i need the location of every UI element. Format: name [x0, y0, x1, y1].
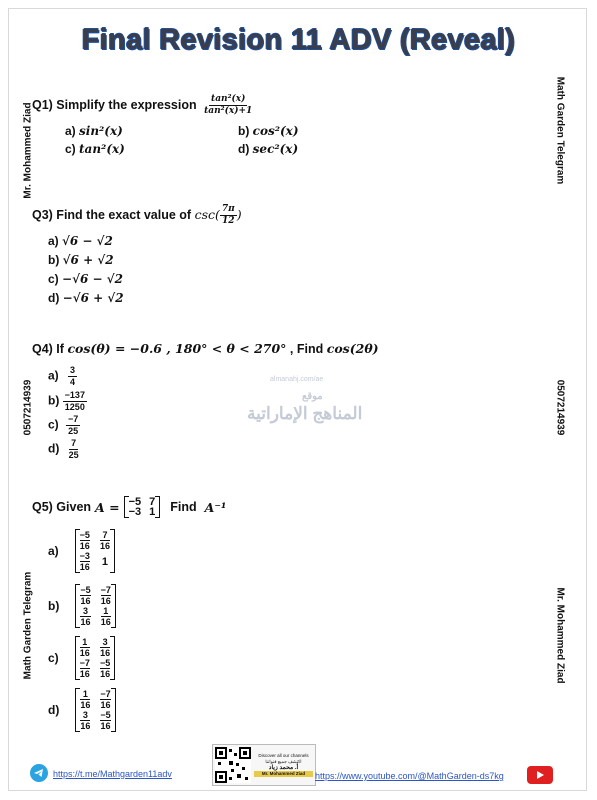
q4-option-d[interactable] [48, 438, 79, 461]
cell-denominator: 16 [80, 617, 91, 627]
matrix-cell [80, 637, 90, 658]
matrix-cell [100, 710, 110, 731]
matrix-cell: 1 [101, 555, 108, 568]
q5-label-pre: Q5) Given [32, 500, 92, 514]
fraction-numerator: 3 [70, 365, 76, 375]
cell-numerator: 3 [100, 637, 110, 648]
option-text: tan²(x) [79, 142, 125, 156]
cell-numerator: 3 [80, 710, 90, 721]
cell-numerator: −5 [100, 710, 111, 720]
card-line1: Discover all our channels [258, 753, 309, 758]
cell-numerator: 1 [80, 689, 90, 700]
contact-card-text [254, 753, 313, 777]
option-fraction [66, 414, 80, 437]
matrix-cell [80, 530, 90, 551]
cell-numerator: −5 [99, 658, 111, 668]
telegram-link[interactable]: https://t.me/Mathgarden11adv [53, 769, 172, 779]
contact-card [212, 744, 316, 786]
cell-numerator: 7 [100, 530, 110, 541]
option-letter: d) [48, 703, 60, 717]
cell-denominator: 16 [80, 721, 91, 731]
cell-denominator: 16 [79, 541, 90, 551]
option-letter: d) [238, 142, 250, 156]
q5-given-matrix [124, 496, 161, 518]
page-title: Final Revision 11 ADV (Reveal) [81, 24, 516, 56]
option-letter: a) [65, 124, 76, 138]
q1-question [32, 94, 252, 117]
q4-label-post: , Find [289, 342, 324, 356]
q3-question [32, 204, 242, 227]
fraction-numerator: −137 [64, 390, 85, 400]
cell-denominator: 16 [100, 648, 111, 658]
option-letter: c) [65, 142, 76, 156]
matrix-cell [80, 551, 90, 572]
cell-denominator: 16 [99, 541, 110, 551]
q5-label-post: Find [170, 500, 197, 514]
watermark-arabic-top: موقع [302, 391, 323, 402]
matrix-cell [80, 606, 90, 627]
q3-close-paren: ) [236, 206, 242, 222]
option-text: sin²(x) [79, 124, 123, 138]
q1-fraction [204, 94, 252, 117]
q5-option-a[interactable] [48, 529, 115, 573]
option-text: sec²(x) [252, 142, 299, 156]
fraction-denominator: 4 [70, 377, 76, 387]
q3-option-a[interactable] [48, 234, 113, 248]
option-letter: c) [48, 272, 59, 286]
q3-fraction [220, 204, 237, 227]
matrix-cell [101, 585, 111, 606]
cell-numerator: 1 [101, 606, 111, 617]
q5-option-d[interactable] [48, 688, 116, 732]
option-letter: b) [48, 599, 60, 613]
cell-numerator: −7 [100, 689, 111, 699]
cell-numerator: −7 [100, 585, 111, 595]
option-text: cos²(x) [252, 124, 299, 138]
cell-denominator: 16 [79, 669, 90, 679]
side-label-left-top: Mr. Mohammed Ziad [22, 102, 34, 199]
matrix-cell [100, 658, 110, 679]
q4-label-pre: Q4) If [32, 342, 64, 356]
q1-option-d[interactable] [238, 142, 298, 156]
cell-denominator: 16 [100, 721, 111, 731]
q5-matrix-name: A = [95, 499, 120, 515]
q5-option-c[interactable] [48, 636, 115, 680]
matrix-cell [80, 710, 90, 731]
card-line2: اكتشف جميع قنواتنا [265, 759, 302, 764]
matrix-cell [100, 637, 110, 658]
q4-option-b[interactable] [48, 390, 87, 413]
fraction-denominator: 25 [68, 426, 79, 436]
option-letter: c) [48, 651, 59, 665]
youtube-link[interactable]: https://www.youtube.com/@MathGarden-ds7kg [315, 771, 504, 781]
q3-option-d[interactable] [48, 291, 124, 305]
cell-denominator: 16 [79, 648, 90, 658]
option-text: −√6 + √2 [62, 291, 124, 305]
option-matrix [75, 584, 116, 628]
option-matrix [75, 688, 115, 732]
side-label-left-mid: 0507214939 [22, 379, 34, 436]
q4-question [32, 341, 379, 356]
option-letter: a) [48, 544, 59, 558]
q5-target: A⁻¹ [204, 499, 227, 515]
cell-numerator: −5 [80, 585, 91, 595]
card-name-en: Mr. Mohammed Ziad [254, 771, 313, 777]
matrix-cell [100, 530, 110, 551]
cell-denominator: 16 [100, 617, 111, 627]
q3-option-b[interactable] [48, 253, 114, 267]
q5-option-b[interactable] [48, 584, 116, 628]
option-letter: d) [48, 441, 60, 456]
cell-denominator: 16 [100, 700, 111, 710]
matrix-cell: 7 [149, 496, 156, 508]
matrix-cell: 1 [149, 506, 156, 518]
telegram-icon[interactable] [30, 764, 48, 782]
q5-question [32, 496, 226, 518]
cell-numerator: 1 [80, 637, 90, 648]
option-fraction [69, 438, 79, 461]
q1-option-c[interactable] [65, 142, 125, 156]
q3-option-c[interactable] [48, 272, 123, 286]
cell-denominator: 16 [80, 596, 91, 606]
cell-denominator: 16 [80, 700, 91, 710]
cell-numerator: −7 [79, 658, 90, 668]
option-letter: d) [48, 291, 60, 305]
matrix-cell [80, 689, 90, 710]
youtube-icon[interactable] [527, 766, 553, 784]
q1-option-a[interactable] [65, 124, 123, 138]
option-letter: b) [48, 393, 60, 408]
q4-option-a[interactable] [48, 365, 77, 388]
q4-target: cos(2θ) [326, 341, 379, 356]
side-label-left-bottom: Math Garden Telegram [22, 571, 34, 680]
cell-numerator: −5 [79, 530, 90, 540]
q1-label: Q1) Simplify the expression [32, 97, 197, 112]
cell-denominator: 16 [100, 596, 111, 606]
option-letter: a) [48, 234, 59, 248]
matrix-cell: −5 [128, 496, 142, 508]
fraction-denominator: 1250 [64, 402, 85, 412]
option-text: −√6 − √2 [62, 272, 123, 286]
option-text: √6 + √2 [62, 253, 114, 267]
matrix-cell [100, 689, 110, 710]
side-label-right-mid: 0507214939 [554, 379, 566, 436]
cell-numerator: 3 [80, 606, 90, 617]
option-letter: c) [48, 417, 59, 432]
cell-denominator: 16 [79, 562, 90, 572]
matrix-cell: −3 [128, 506, 142, 518]
q3-fraction-numerator: 7π [221, 204, 235, 214]
option-text: √6 − √2 [62, 234, 113, 248]
side-label-right-top: Math Garden Telegram [554, 76, 566, 185]
watermark-url: almanahj.com/ae [270, 376, 324, 383]
q4-option-c[interactable] [48, 414, 80, 437]
matrix-cell [101, 606, 111, 627]
matrix-cell [80, 658, 90, 679]
q1-option-b[interactable] [238, 124, 299, 138]
fraction-numerator: −7 [68, 414, 79, 424]
option-letter: b) [238, 124, 250, 138]
side-label-right-bottom: Mr. Mohammed Ziad [554, 587, 566, 684]
matrix-cell [80, 585, 90, 606]
fraction-denominator: 25 [68, 450, 79, 460]
option-letter: b) [48, 253, 60, 267]
q3-fraction-denominator: 12 [222, 216, 235, 226]
option-fraction [68, 365, 77, 388]
option-matrix [75, 636, 116, 680]
q1-fraction-denominator: tan²(x)+1 [204, 106, 253, 116]
fraction-numerator: 7 [71, 438, 77, 448]
q3-label: Q3) Find the exact value of [32, 207, 192, 222]
watermark-arabic-main: المناهج الإماراتية [247, 404, 363, 423]
q1-fraction-numerator: tan²(x) [211, 94, 246, 104]
q3-function: csc( [194, 206, 220, 222]
qr-code-icon[interactable] [215, 747, 251, 783]
option-matrix [75, 529, 115, 573]
card-name-ar: أ. محمد زياد [268, 765, 299, 771]
cell-denominator: 16 [100, 669, 111, 679]
cell-numerator: −3 [79, 551, 90, 561]
option-letter: a) [48, 368, 59, 383]
q4-condition: cos(θ) = −0.6 , 180° < θ < 270° [67, 341, 287, 356]
option-fraction [63, 390, 87, 413]
